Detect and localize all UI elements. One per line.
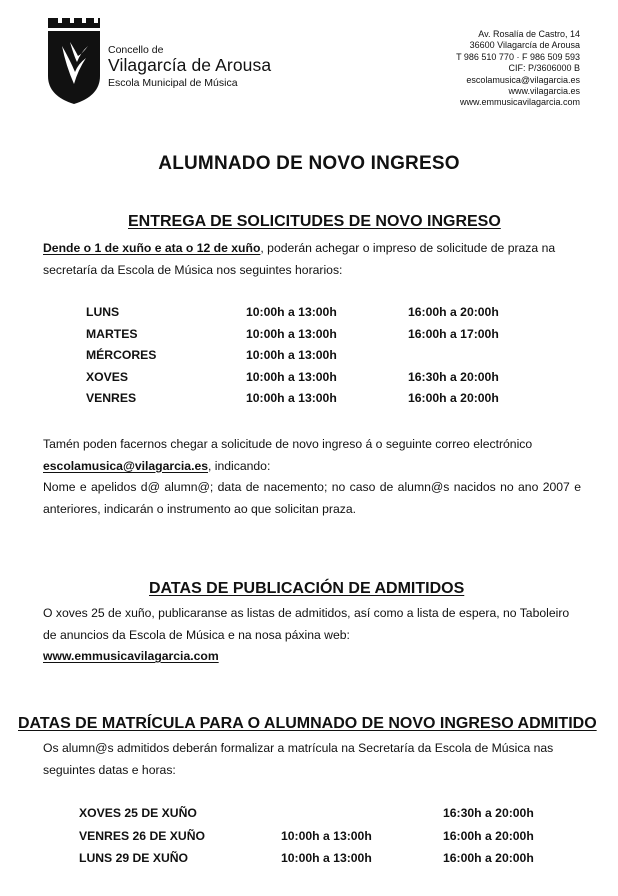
schedule-row [86,327,546,349]
contact-postcode: 36600 Vilagarcía de Arousa [469,40,580,51]
brand-line-concello: Concello de [108,44,164,56]
enrolment-text: Os alumn@s admitidos deberán formalizar a matrícula na Secretaría da Escola de Música nas seguintes datas e horas: [43,741,554,777]
schedule-morning: 10:00h a 13:00h [246,369,337,384]
schedule-day: MARTES [86,326,138,341]
contact-block [456,29,580,109]
schedule-day: LUNS 29 DE XUÑO [79,851,189,865]
email-required-details: Nome e apelidos d@ alumn@; data de nacemento; no caso de alumn@s nacidos no ano 2007 e anteriores, indicarán o instrumento ao que solicitan praza. [43,480,581,516]
brand-school-name: Escola Municipal de Música [108,77,238,89]
city-crest-logo-icon [48,18,100,104]
contact-email: escolamusica@vilagarcia.es [466,74,580,85]
enrolment-schedule [79,806,559,874]
section-heading-enrolment: DATAS DE MATRÍCULA PARA O ALUMNADO DE NOVO INGRESO ADMITIDO [18,715,597,732]
schedule-morning: 10:00h a 13:00h [246,391,337,406]
schedule-row [79,851,559,874]
page-title: ALUMNADO DE NOVO INGRESO [158,153,460,174]
applications-schedule [86,305,546,413]
schedule-morning: 10:00h a 13:00h [246,305,337,319]
applications-intro [43,238,581,281]
schedule-row [79,806,559,829]
email-instructions-text: Tamén poden facernos chegar a solicitude de novo ingreso á o seguinte correo electrónico [43,437,533,451]
schedule-day: VENRES 26 DE XUÑO [79,828,205,843]
applications-date-range: Dende o 1 de xuño e ata o 12 de xuño [43,241,261,255]
contact-phone: T 986 510 770 · F 986 509 593 [456,51,580,62]
schedule-row [79,829,559,852]
email-instructions [43,434,581,520]
applications-intro-text: , poderán achegar o impreso de solicitude de praza na secretaría da Escola de Música nos seguintes horarios: [43,241,556,277]
contact-cif: CIF: P/3606000 B [508,63,580,74]
contact-address: Av. Rosalía de Castro, 14 [478,29,580,39]
section-heading-applications: ENTREGA DE SOLICITUDES DE NOVO INGRESO [128,213,501,230]
contact-website: www.vilagarcia.es [508,86,580,97]
email-link[interactable]: escolamusica@vilagarcia.es [43,458,209,473]
schedule-afternoon: 16:30h a 20:00h [408,369,499,384]
schedule-morning: 10:00h a 13:00h [281,851,372,865]
school-website-link[interactable]: www.emmusicavilagarcia.com [43,649,219,663]
schedule-afternoon: 16:00h a 20:00h [408,391,499,406]
schedule-day: XOVES [86,369,128,384]
schedule-afternoon: 16:00h a 17:00h [408,326,499,341]
schedule-row [86,305,546,327]
schedule-afternoon: 16:00h a 20:00h [408,305,499,319]
schedule-row [86,370,546,392]
schedule-day: LUNS [86,305,120,319]
schedule-day: VENRES [86,391,137,406]
schedule-afternoon: 16:30h a 20:00h [443,806,534,820]
schedule-morning: 10:00h a 13:00h [281,828,372,843]
schedule-row [86,391,546,413]
schedule-day: XOVES 25 DE XUÑO [79,806,197,820]
admitted-text-block [43,603,581,668]
section-heading-admitted: DATAS DE PUBLICACIÓN DE ADMITIDOS [149,580,465,597]
admitted-text: O xoves 25 de xuño, publicaranse as listas de admitidos, así como a lista de espera, no Taboleiro de anuncios da Escola de Música e na nosa páxina web: [43,606,570,642]
schedule-day: MÉRCORES [86,348,157,363]
email-instructions-after: , indicando: [208,458,271,473]
schedule-morning: 10:00h a 13:00h [246,326,337,341]
schedule-afternoon: 16:00h a 20:00h [443,828,534,843]
contact-school-website: www.emmusicavilagarcia.com [459,97,580,108]
brand-name: Vilagarcía de Arousa [108,55,272,75]
schedule-morning: 10:00h a 13:00h [246,348,337,363]
schedule-row [86,348,546,370]
schedule-afternoon: 16:00h a 20:00h [443,851,534,865]
